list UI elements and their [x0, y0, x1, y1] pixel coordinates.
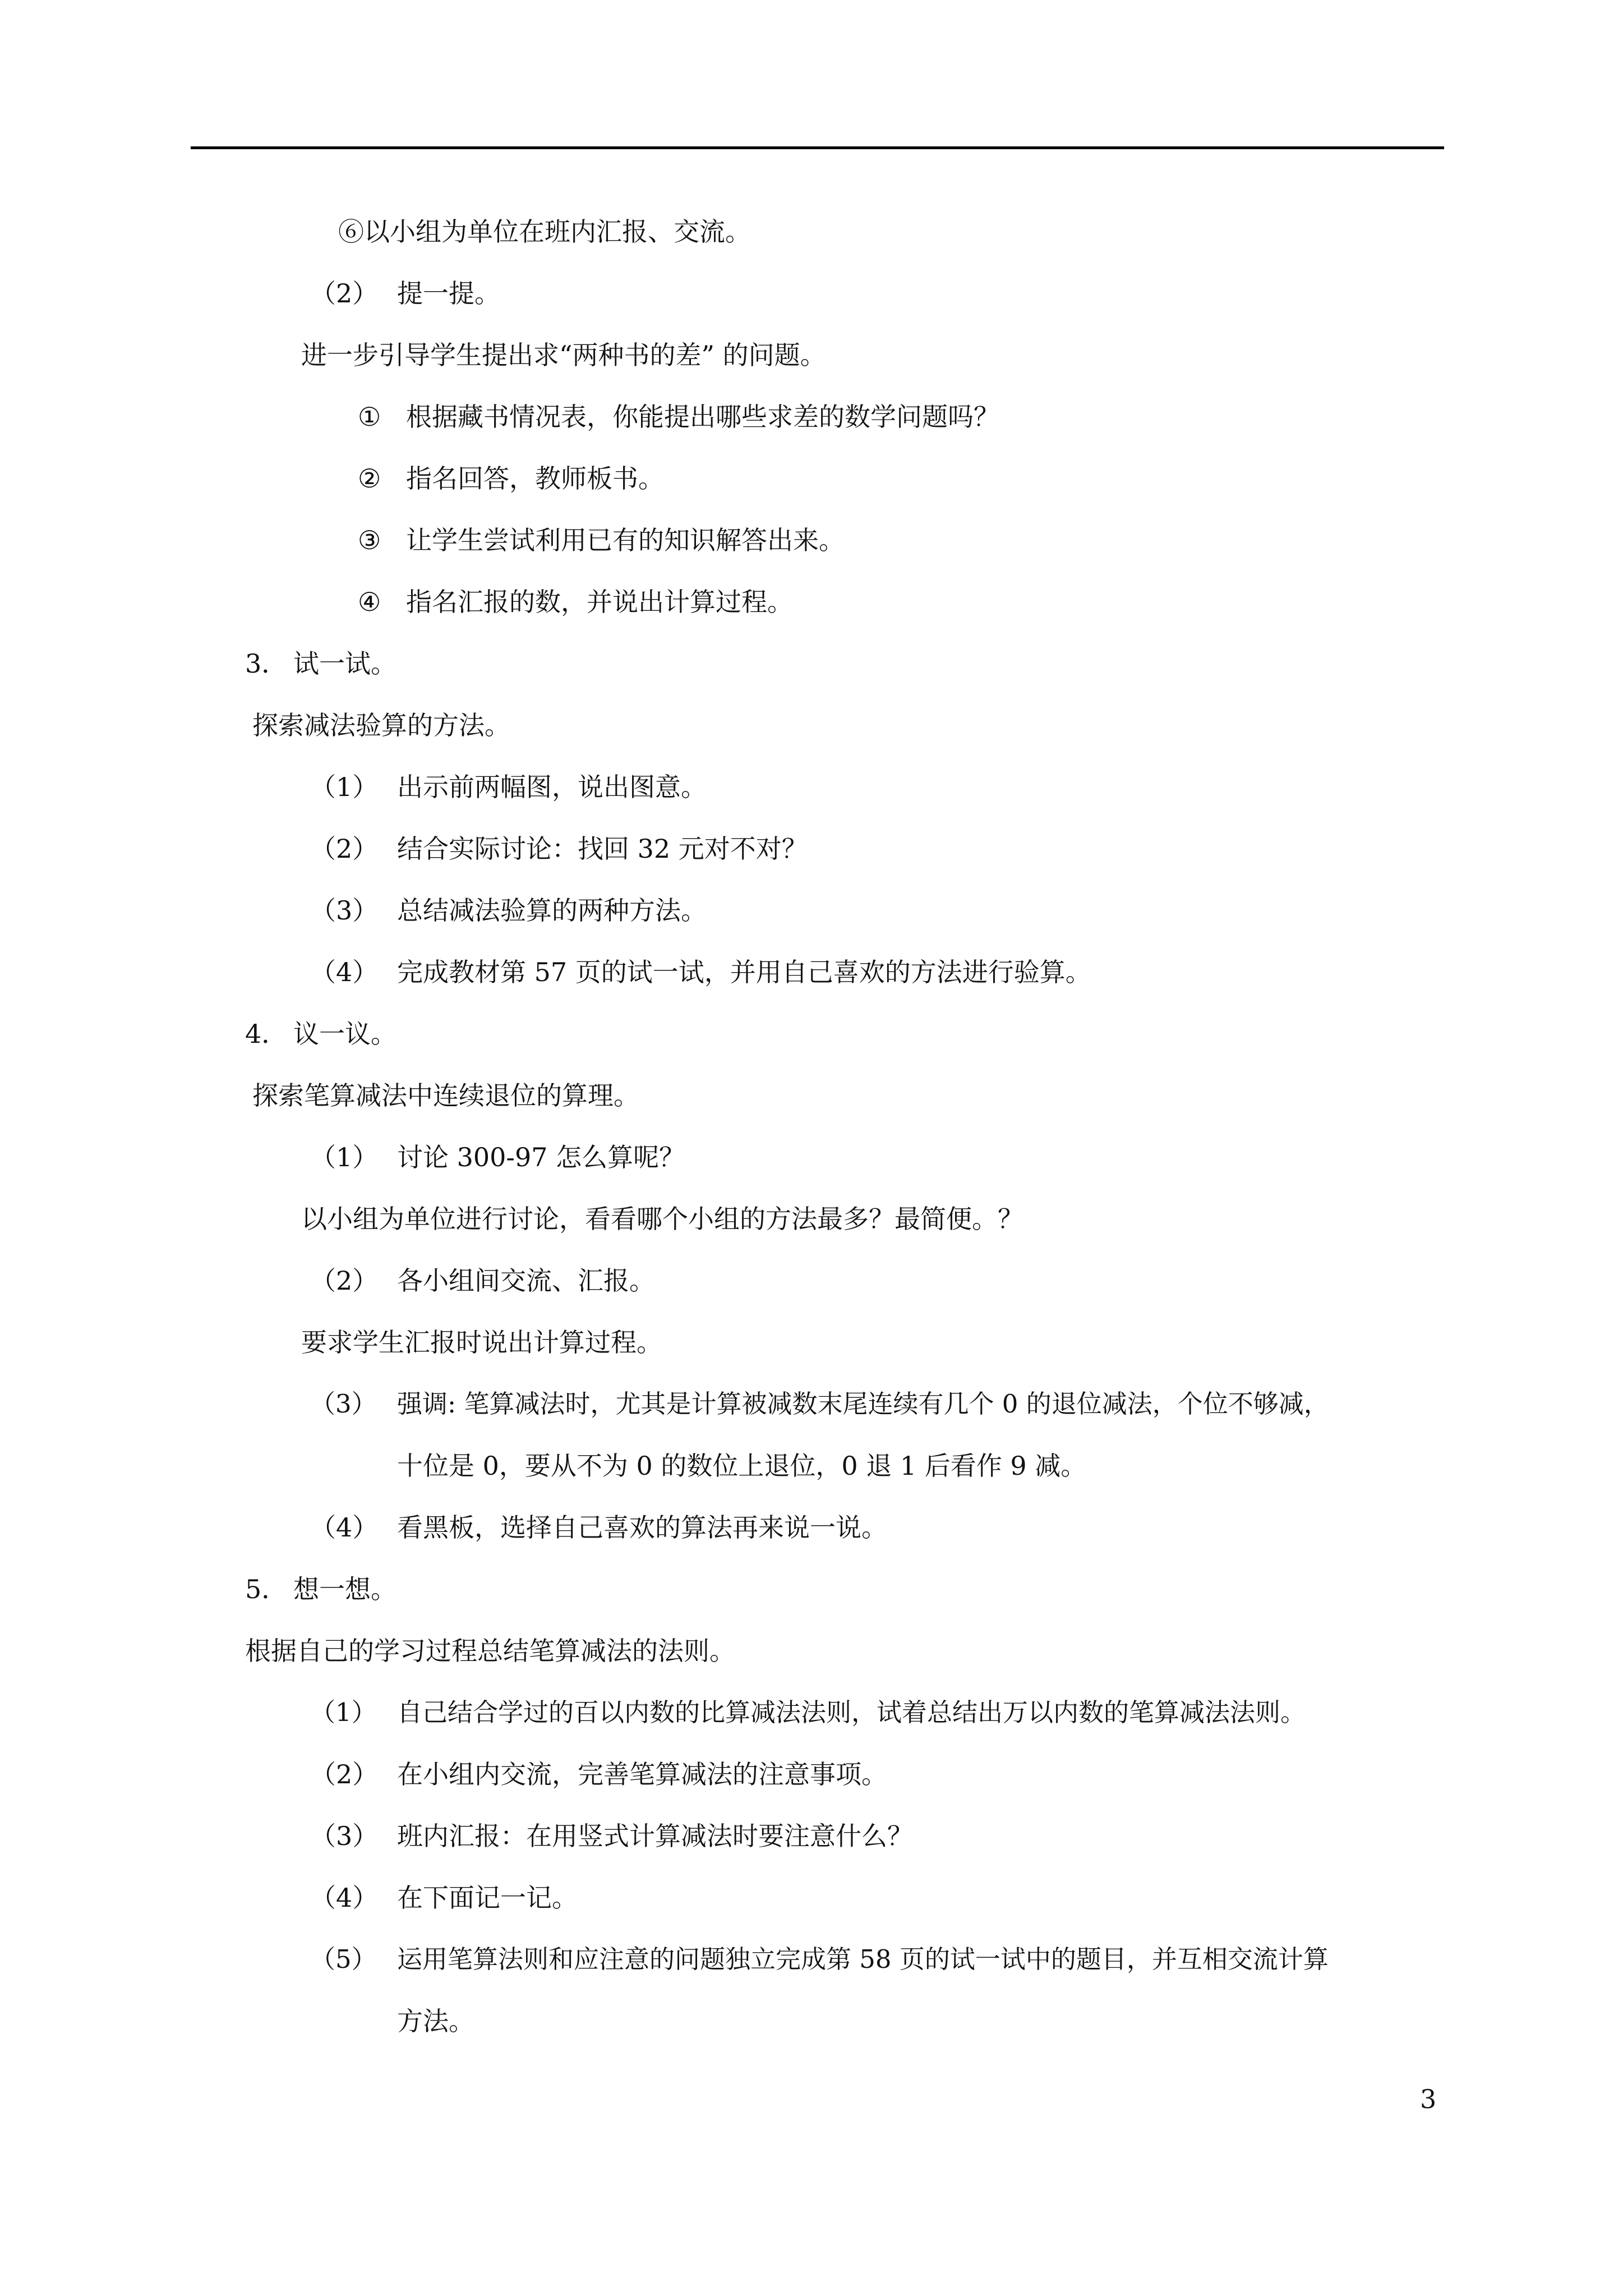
text-line-19: 要求学生汇报时说出计算过程。 [301, 1327, 662, 1358]
text-line-29: （5） 运用笔算法则和应注意的问题独立完成第 58 页的试一试中的题目，并互相交流计算 [310, 1944, 1329, 1974]
text-line-6: ③ 让学生尝试利用已有的知识解答出来。 [358, 525, 845, 555]
text-line-26: （2） 在小组内交流，完善笔算减法的注意事项。 [310, 1759, 887, 1789]
text-line-12: （3） 总结减法验算的两种方法。 [310, 895, 707, 926]
text-line-15: 探索笔算减法中连续退位的算理。 [252, 1080, 639, 1111]
page-number: 3 [1420, 2084, 1437, 2114]
text-line-18: （2） 各小组间交流、汇报。 [310, 1266, 655, 1296]
text-line-25: （1） 自己结合学过的百以内数的比算减法法则，试着总结出万以内数的笔算减法法则。 [310, 1697, 1306, 1727]
text-line-2: （2） 提一提。 [310, 278, 500, 309]
text-line-5: ② 指名回答，教师板书。 [358, 463, 664, 494]
text-line-10: （1） 出示前两幅图，说出图意。 [310, 772, 707, 802]
header-rule [191, 146, 1444, 149]
text-line-4: ① 根据藏书情况表，你能提出哪些求差的数学问题吗？ [358, 402, 999, 432]
section-heading-4: 4． 议一议。 [245, 1019, 396, 1049]
section-heading-3: 3． 试一试。 [245, 648, 396, 679]
text-line-11: （2） 结合实际讨论：找回 32 元对不对？ [310, 834, 808, 864]
text-line-1: ⑥以小组为单位在班内汇报、交流。 [338, 217, 751, 247]
text-line-24: 根据自己的学习过程总结笔算减法的法则。 [245, 1636, 735, 1666]
text-line-22: （4） 看黑板，选择自己喜欢的算法再来说一说。 [310, 1512, 887, 1543]
text-line-9: 探索减法验算的方法。 [252, 710, 510, 740]
text-line-7: ④ 指名汇报的数，并说出计算过程。 [358, 587, 793, 617]
text-line-17: 以小组为单位进行讨论，看看哪个小组的方法最多？最简便。？ [301, 1204, 1023, 1234]
text-line-13: （4） 完成教材第 57 页的试一试，并用自己喜欢的方法进行验算。 [310, 957, 1091, 987]
text-line-16: （1） 讨论 300-97 怎么算呢？ [310, 1142, 685, 1172]
text-line-30: 方法。 [397, 2006, 474, 2036]
section-heading-5: 5． 想一想。 [245, 1574, 396, 1604]
text-line-21: 十位是 0，要从不为 0 的数位上退位，0 退 1 后看作 9 减。 [397, 1451, 1087, 1481]
text-line-27: （3） 班内汇报：在用竖式计算减法时要注意什么？ [310, 1821, 913, 1851]
text-line-28: （4） 在下面记一记。 [310, 1883, 578, 1913]
text-line-3: 进一步引导学生提出求“两种书的差” 的问题。 [301, 340, 826, 370]
text-line-20: （3） 强调: 笔算减法时，尤其是计算被减数末尾连续有几个 0 的退位减法，个位不够减， [310, 1389, 1329, 1419]
